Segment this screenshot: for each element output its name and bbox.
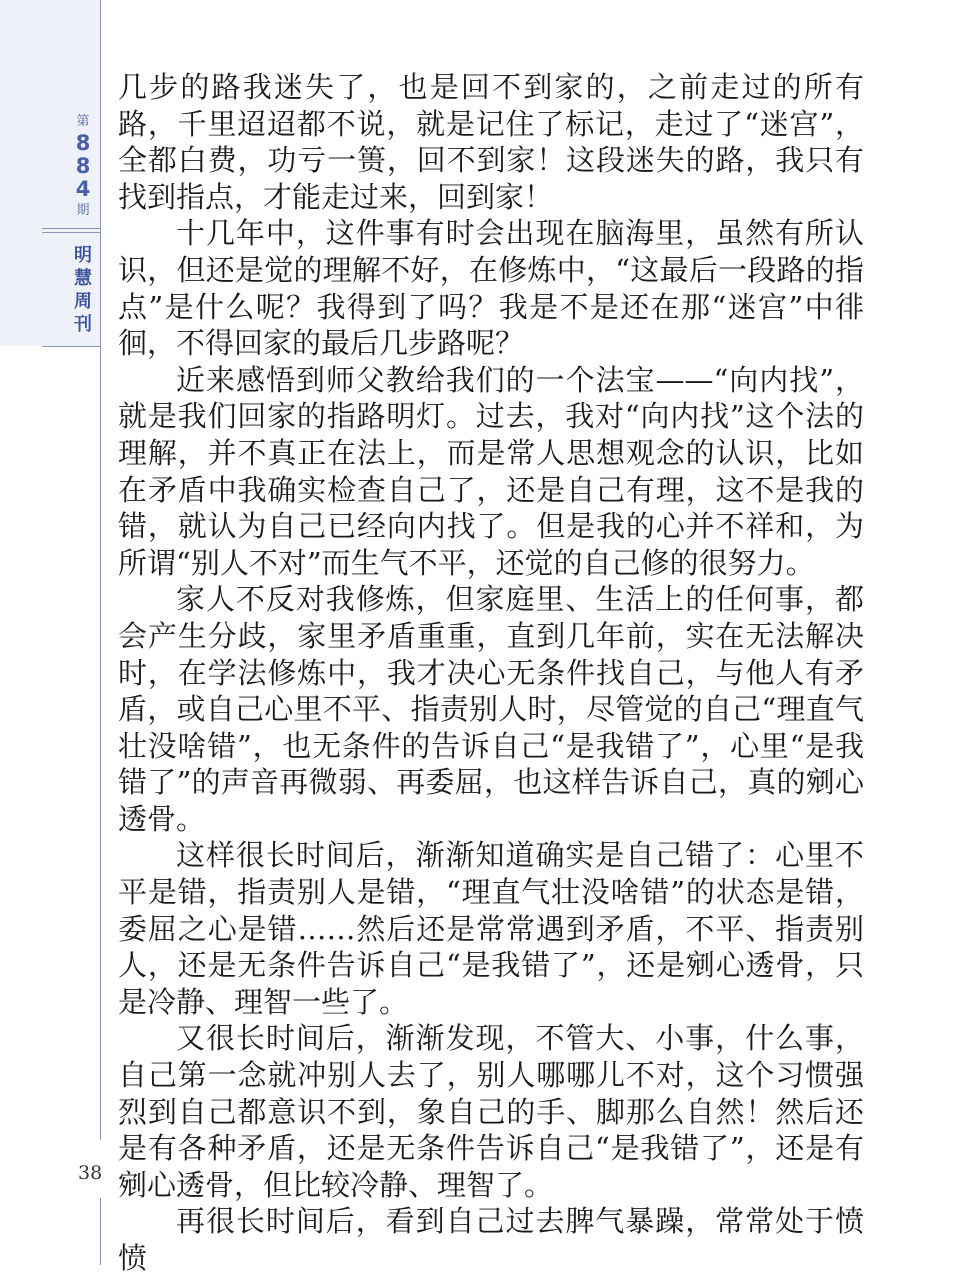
paragraph: 十几年中，这件事有时会出现在脑海里，虽然有所认识，但还是觉的理解不好，在修炼中，“这最后一段路的指点”是什么呢？我得到了吗？我是不是还在那“迷宫”中徘徊，不得回家的最后几步路呢？: [118, 216, 864, 361]
sidebar-rule: [100, 0, 101, 1140]
article-body: [118, 69, 864, 1277]
paragraph: 再很长时间后，看到自己过去脾气暴躁，常常处于愤愤: [118, 1204, 864, 1275]
sidebar-rule-bottom: [100, 1198, 101, 1265]
magazine-title-char: 明: [74, 245, 92, 266]
paragraph: 这样很长时间后，渐渐知道确实是自己错了：心里不平是错，指责别人是错，“理直气壮没啥错”的状态是错，委屈之心是错……然后还是常常遇到矛盾，不平、指责别人，还是无条件告诉自己“是我错了”，还是剜心透骨，只是冷静、理智一些了。: [118, 838, 864, 1019]
magazine-title: [66, 244, 100, 336]
issue-suffix: 期: [76, 203, 90, 218]
issue-prefix: 第: [76, 114, 90, 129]
page-number: 38: [78, 1162, 103, 1184]
issue-digit: 8: [75, 131, 91, 155]
sidebar-divider-top: [42, 228, 100, 229]
paragraph: 几步的路我迷失了，也是回不到家的，之前走过的所有路，千里迢迢都不说，就是记住了标记，走过了“迷宫”，全都白费，功亏一篑，回不到家！这段迷失的路，我只有找到指点，才能走过来，回到家！: [118, 70, 864, 214]
sidebar-divider-top-second: [42, 232, 100, 233]
issue-label: [66, 112, 100, 221]
magazine-title-char: 慧: [74, 268, 92, 289]
sidebar-divider-bottom: [42, 346, 100, 347]
magazine-title-char: 刊: [74, 314, 92, 335]
paragraph: 近来感悟到师父教给我们的一个法宝——“向内找”，就是我们回家的指路明灯。过去，我对“向内找”这个法的理解，并不真正在法上，而是常人思想观念的认识，比如在矛盾中我确实检查自己了，还是自己有理，这不是我的错，就认为自己已经向内找了。但是我的心并不祥和，为所谓“别人不对”而生气不平，还觉的自己修的很努力。: [118, 362, 864, 580]
issue-digit: 4: [75, 177, 91, 201]
magazine-title-char: 周: [74, 291, 92, 312]
paragraph: 又很长时间后，渐渐发现，不管大、小事，什么事，自己第一念就冲别人去了，别人哪哪儿不对，这个习惯强烈到自己都意识不到，象自己的手、脚那么自然！然后还是有各种矛盾，还是无条件告诉自己“是我错了”，还是有剜心透骨，但比较冷静、理智了。: [118, 1021, 864, 1202]
paragraph: 家人不反对我修炼，但家庭里、生活上的任何事，都会产生分歧，家里矛盾重重，直到几年前，实在无法解决时，在学法修炼中，我才决心无条件找自己，与他人有矛盾，或自己心里不平、指责别人时，尽管觉的自己“理直气壮没啥错”，也无条件的告诉自己“是我错了”，心里“是我错了”的声音再微弱、再委屈，也这样告诉自己，真的剜心透骨。: [118, 582, 864, 836]
issue-digit: 8: [75, 154, 91, 178]
